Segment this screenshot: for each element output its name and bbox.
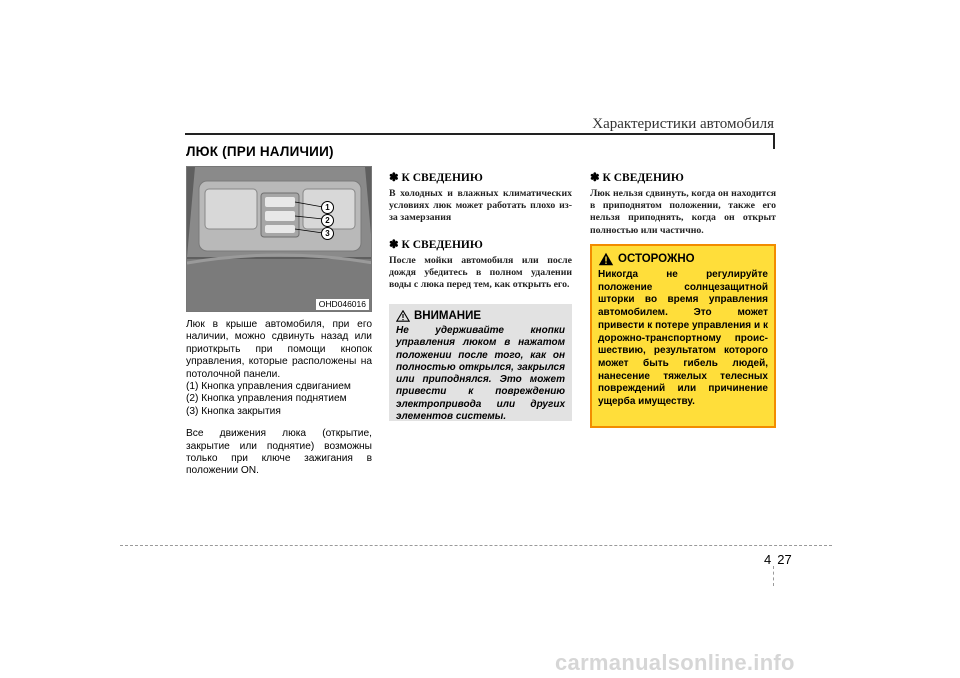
watermark: carmanualsonline.info xyxy=(555,650,795,675)
info-heading: ✽ К СВЕДЕНИЮ xyxy=(389,172,483,184)
warning-triangle-icon xyxy=(396,310,410,322)
info-text: Люк нельзя сдвинуть, когда он находится в приподнятом положении, также его нельзя приподнять, когда он открыт полностью или частично. xyxy=(590,188,776,236)
overhead-console-illustration xyxy=(187,167,372,312)
section-title: ЛЮК (ПРИ НАЛИЧИИ) xyxy=(186,144,334,159)
column-1 xyxy=(186,319,372,478)
column-3 xyxy=(590,170,776,249)
header-title: Характеристики автомобиля xyxy=(592,116,774,132)
warning-heading: ОСТОРОЖНО xyxy=(598,252,768,266)
asterisk-icon: ✽ xyxy=(590,172,600,184)
warning-triangle-icon xyxy=(598,252,614,266)
header-rule-corner xyxy=(773,133,775,149)
header-rule xyxy=(185,133,775,135)
asterisk-icon: ✽ xyxy=(389,238,399,251)
footer-vertical-rule xyxy=(773,566,774,586)
warning-box xyxy=(590,244,776,428)
ignition-note: Все движения люка (открытие, закрытие или поднятие) возможны только при ключе зажигания в положении ON. xyxy=(186,428,372,477)
callout-1: 1 xyxy=(321,201,334,214)
caution-heading: ВНИМАНИЕ xyxy=(396,310,565,322)
column-2 xyxy=(389,170,572,303)
chapter-number: 4 xyxy=(764,552,772,567)
footer-rule xyxy=(120,545,832,546)
caution-box xyxy=(389,304,572,421)
caution-text: Не удерживайте кнопки управления люком в нажатом положении после того, как он полностью открылся, закрылся или приподнялся. Это может привести к повреждению электропривода или других элементов системы. xyxy=(396,325,565,423)
sunroof-controls-photo xyxy=(186,166,372,312)
asterisk-icon: ✽ xyxy=(389,172,399,184)
list-item: (3) Кнопка закрытия xyxy=(186,405,281,417)
page-number-value: 27 xyxy=(777,552,792,567)
info-heading: ✽ К СВЕДЕНИЮ xyxy=(590,172,684,184)
info-text: После мойки автомобиля или после дождя убедитесь в полном удалении воды с люка перед тем, как открыть его. xyxy=(389,254,572,291)
info-heading: ✽ К СВЕДЕНИЮ xyxy=(389,238,483,251)
list-item: (1) Кнопка управления сдвиганием xyxy=(186,381,351,393)
info-text: В холодных и влажных климатических условиях люк может работать плохо из-за замерзания xyxy=(389,188,572,224)
intro-paragraph: Люк в крыше автомобиля, при его наличии, можно сдвинуть назад или приоткрыть при помощи кнопок управления, которые расположены на потолочной панели. xyxy=(186,319,372,380)
list-item: (2) Кнопка управления поднятием xyxy=(186,393,347,405)
callout-3: 3 xyxy=(321,227,334,240)
callout-2: 2 xyxy=(321,214,334,227)
figure-code: OHD046016 xyxy=(316,299,369,310)
page-number xyxy=(764,552,792,567)
warning-text: Никогда не регулируйте положение солнцезащитной шторки во время управления автомобилем. Это может привести к потере управления и к дорожно-транспортному проис-шествию, результатом которого может быть гибель людей, нанесение тяжелых телесных повреждений или причинение ущерба имуществу. xyxy=(598,269,768,408)
